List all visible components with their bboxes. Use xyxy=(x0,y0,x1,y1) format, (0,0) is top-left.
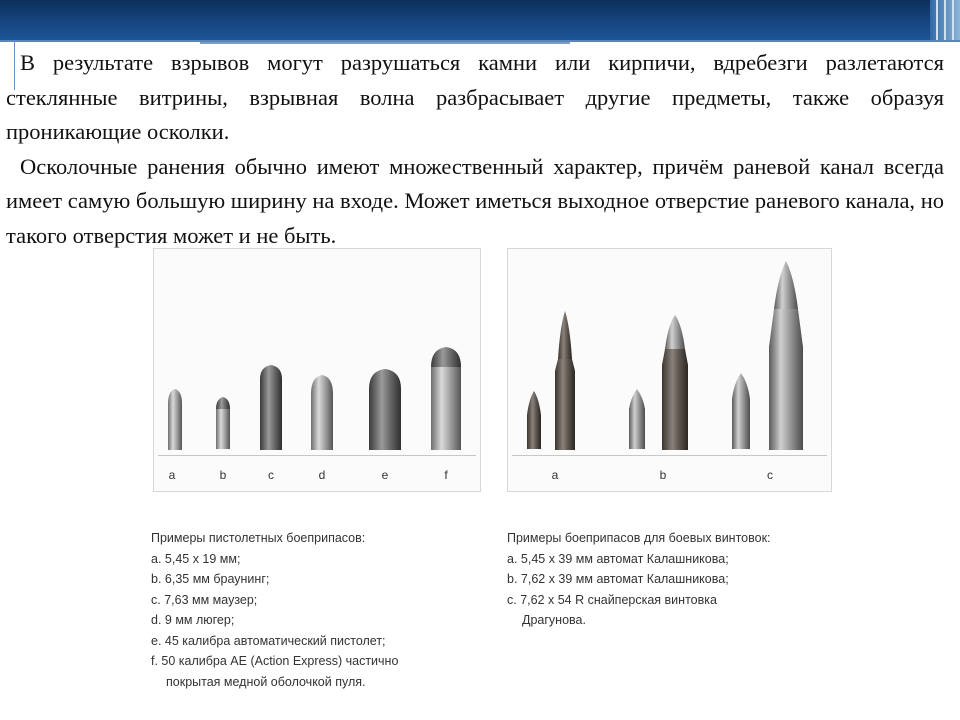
cartridge-d xyxy=(311,375,333,450)
rifle-ammo-photo xyxy=(507,248,832,492)
rifle-cartridge-b xyxy=(662,315,688,450)
cartridge-e xyxy=(369,369,401,450)
title-bar-stripes xyxy=(930,0,960,40)
rifle-bullet-c xyxy=(732,373,750,449)
pistol-ammo-photo xyxy=(153,248,481,492)
pistol-ammo-caption xyxy=(151,528,471,692)
rifle-cartridge-a xyxy=(555,311,575,450)
caption-item: e. 45 калибра автоматический пистолет; xyxy=(151,633,386,648)
caption-item: f. 50 калибра AE (Action Express) частично xyxy=(151,654,399,668)
cartridge-b xyxy=(216,397,230,449)
caption-item: c. 7,63 мм маузер; xyxy=(151,592,258,607)
photo-baseline xyxy=(158,455,476,456)
label-c: c xyxy=(268,468,274,482)
caption-item: b. 7,62 х 39 мм автомат Калашникова; xyxy=(507,572,729,586)
title-bar-band xyxy=(0,0,960,40)
caption-title: Примеры боеприпасов для боевых винтовок: xyxy=(507,531,771,545)
label-b: b xyxy=(659,468,667,482)
caption-item: b. 6,35 мм браунинг; xyxy=(151,572,270,586)
cartridge-a xyxy=(168,389,182,450)
rifle-cartridge-c xyxy=(769,261,803,450)
rifle-ammo-caption xyxy=(507,528,847,631)
paragraph-wounds: Осколочные ранения обычно имеют множественный характер, причём раневой канал всегда имеет самую большую ширину на входе. Может иметься выходное отверстие раневого канала, но такого отверстия может и не быть. xyxy=(6,153,944,248)
label-d: d xyxy=(318,468,326,482)
caption-item-continued: Драгунова. xyxy=(522,613,586,627)
slide-body-text xyxy=(6,46,944,253)
rifle-ammo-illustration xyxy=(508,249,833,493)
caption-item: a. 5,45 х 19 мм; xyxy=(151,551,241,566)
accent-rule-short xyxy=(200,42,570,44)
photo-baseline xyxy=(512,455,827,456)
label-f: f xyxy=(444,468,448,482)
caption-item: d. 9 мм люгер; xyxy=(151,613,235,627)
label-a: a xyxy=(551,468,559,482)
label-b: b xyxy=(219,468,227,482)
label-e: e xyxy=(381,468,389,482)
label-c: c xyxy=(767,468,773,482)
rifle-bullet-a xyxy=(527,391,541,449)
pistol-ammo-illustration xyxy=(154,249,482,493)
caption-item: a. 5,45 х 39 мм автомат Калашникова; xyxy=(507,551,729,566)
cartridge-f xyxy=(431,347,461,450)
cartridge-c xyxy=(260,365,282,450)
rifle-bullet-b xyxy=(629,389,645,449)
label-a: a xyxy=(168,468,176,482)
caption-item: c. 7,62 х 54 R снайперская винтовка xyxy=(507,592,717,607)
paragraph-explosion: В результате взрывов могут разрушаться камни или кирпичи, вдребезги разлетаются стеклянные витрины, взрывная волна разбрасывает другие предметы, также образуя проникающие осколки. xyxy=(6,50,944,144)
caption-item-continued: покрытая медной оболочкой пуля. xyxy=(166,674,366,689)
caption-title: Примеры пистолетных боеприпасов: xyxy=(151,531,366,545)
